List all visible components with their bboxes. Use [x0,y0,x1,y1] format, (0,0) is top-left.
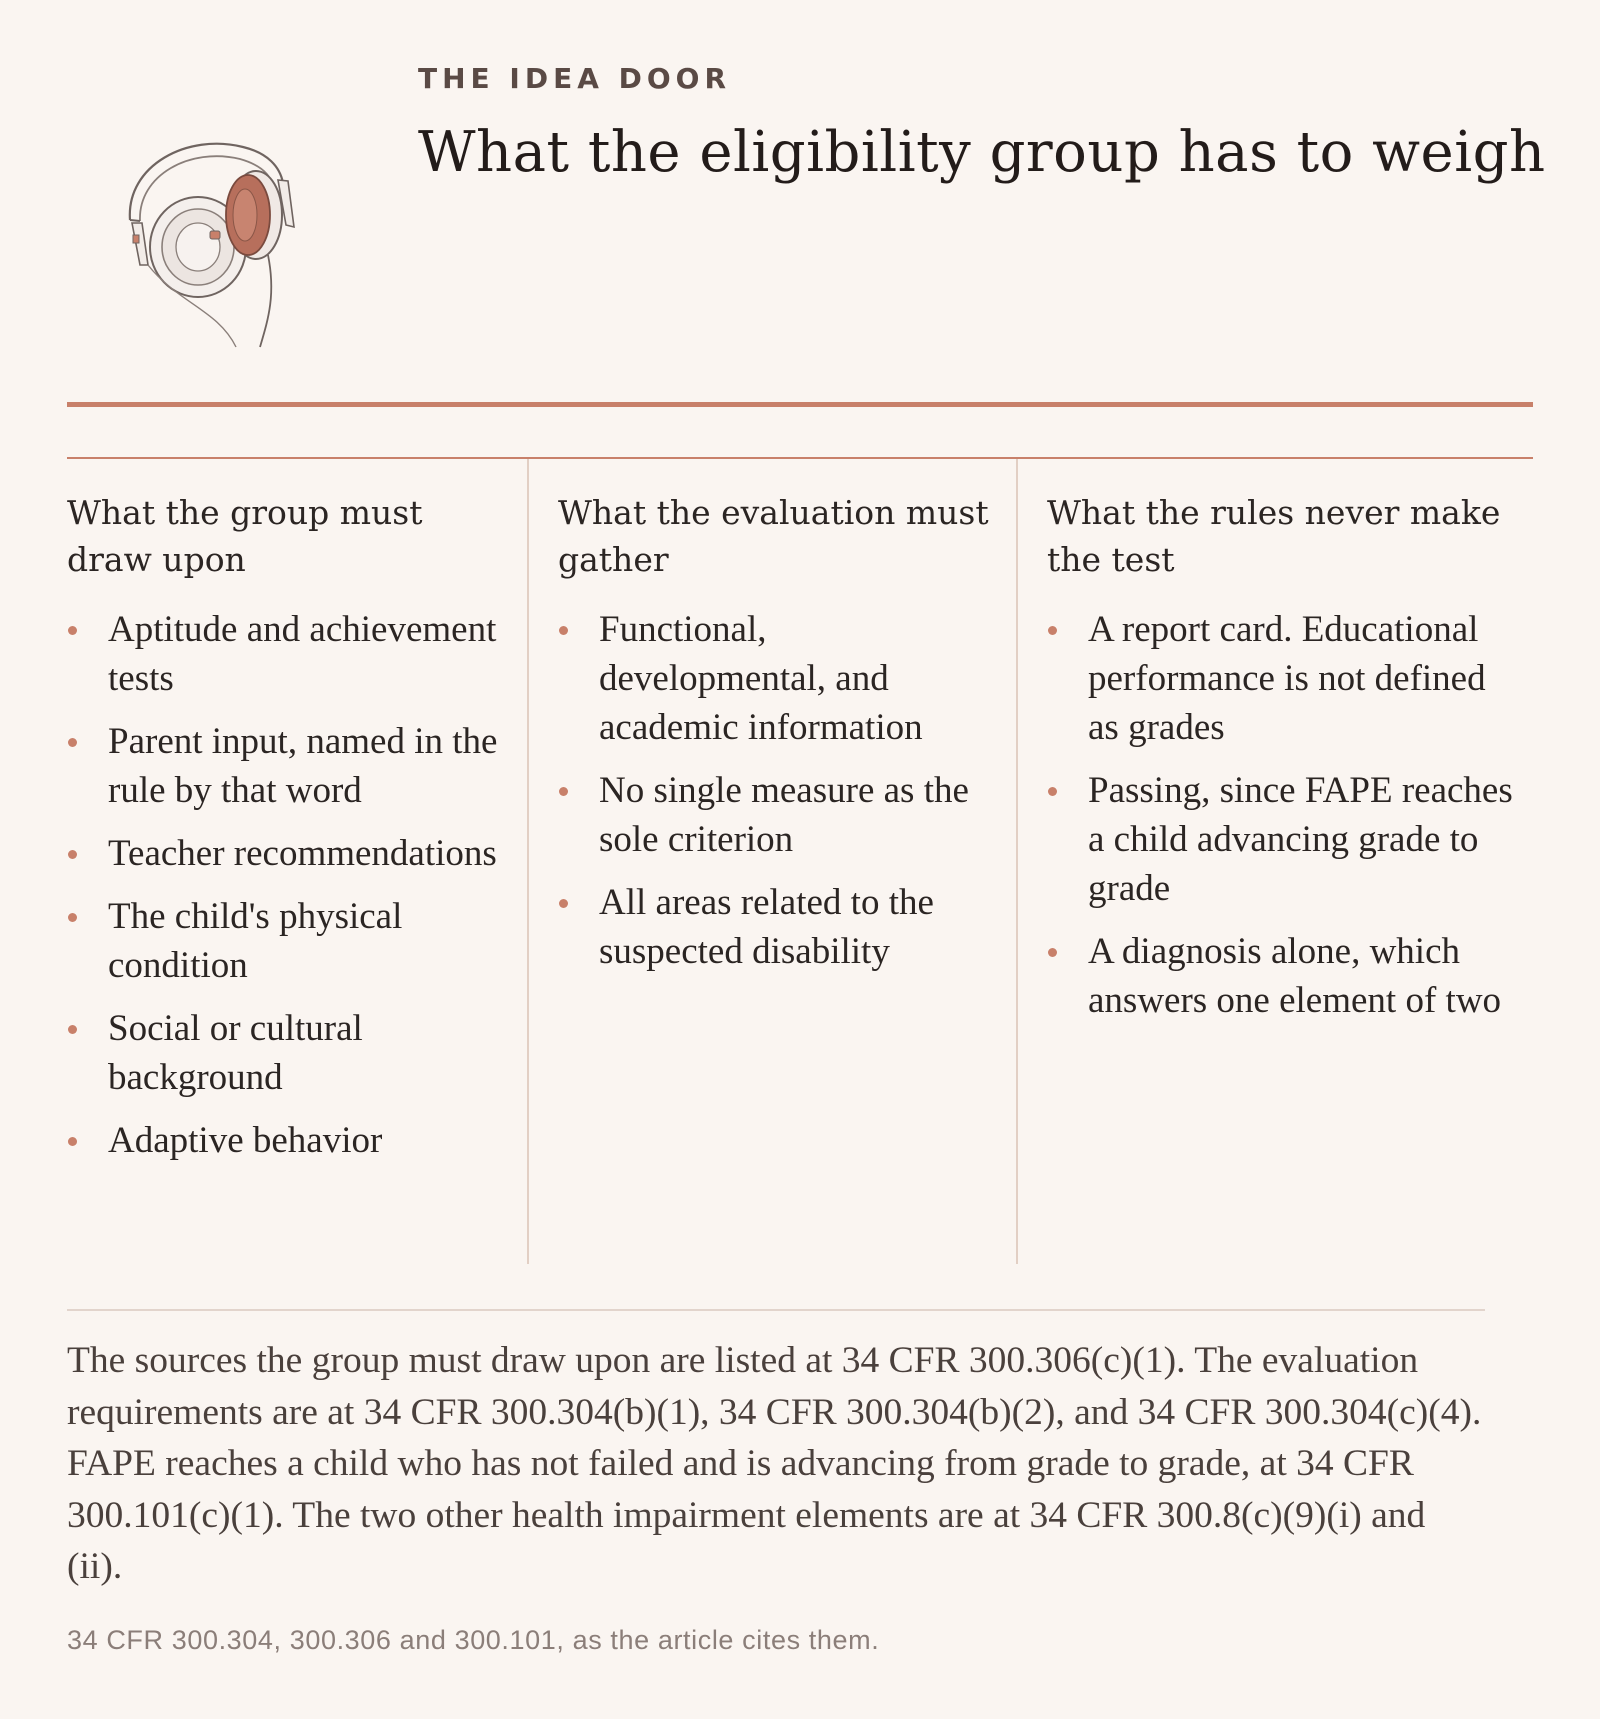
list-item [67,829,503,878]
page-title: What the eligibility group has to weigh [418,120,1546,185]
list-item [1047,766,1523,913]
list-item-text: Teacher recommendations [108,833,497,874]
item-list [67,605,503,1165]
list-item-text: A report card. Educational performance is not defined as grades [1088,609,1486,748]
list-item-text: Social or cultural background [108,1008,363,1098]
footer-body-text: The sources the group must draw upon are listed at 34 CFR 300.306(c)(1). The evaluation requirements are at 34 CFR 300.304(b)(1), 34 CFR 300.304(b)(2), and 34 CFR 300.304(c)(4). FAPE reaches a child who has not failed and is advancing from grade to grade, at 34 CFR 300.101(c)(1). The two other health impairment elements are at 34 CFR 300.8(c)(9)(i) and (ii). [67,1340,1482,1587]
bullet-icon [68,1137,77,1146]
footer-divider [67,1309,1485,1311]
header-divider-thick [67,402,1533,407]
column-heading: What the evaluation must gather [558,493,989,579]
source-caption: 34 CFR 300.304, 300.306 and 300.101, as the article cites them. [67,1625,880,1655]
list-item-text: Passing, since FAPE reaches a child advancing grade to grade [1088,770,1513,909]
bullet-icon [559,626,568,635]
list-item [67,717,503,815]
item-list [558,605,992,976]
header [0,0,1600,400]
list-item [558,605,992,752]
headphones-icon [118,135,318,350]
list-item [1047,605,1523,752]
bullet-icon [1048,787,1057,796]
list-item [1047,927,1523,1025]
column-evaluation-gather [527,459,1016,1264]
bullet-icon [68,913,77,922]
item-list [1047,605,1523,1025]
list-item [67,892,503,990]
bullet-icon [68,850,77,859]
list-item-text: A diagnosis alone, which answers one element of two [1088,931,1502,1021]
list-item [558,878,992,976]
list-item [67,605,503,703]
columns-table [67,459,1533,1264]
list-item-text: No single measure as the sole criterion [599,770,969,860]
column-heading: What the group must draw upon [67,493,423,579]
bullet-icon [1048,948,1057,957]
bullet-icon [68,1025,77,1034]
column-never-the-test [1016,459,1533,1264]
list-item [558,766,992,864]
list-item-text: Parent input, named in the rule by that word [108,721,498,811]
bullet-icon [68,626,77,635]
column-draw-upon [67,459,527,1264]
list-item [67,1116,503,1165]
list-item-text: Functional, developmental, and academic information [599,609,923,748]
bullet-icon [559,787,568,796]
bullet-icon [1048,626,1057,635]
list-item-text: The child's physical condition [108,896,403,986]
bullet-icon [68,738,77,747]
list-item [67,1004,503,1102]
list-item-text: All areas related to the suspected disability [599,882,934,972]
column-heading: What the rules never make the test [1047,493,1501,579]
list-item-text: Adaptive behavior [108,1120,383,1161]
eyebrow-label: THE IDEA DOOR [418,62,732,95]
bullet-icon [559,899,568,908]
list-item-text: Aptitude and achievement tests [108,609,497,699]
